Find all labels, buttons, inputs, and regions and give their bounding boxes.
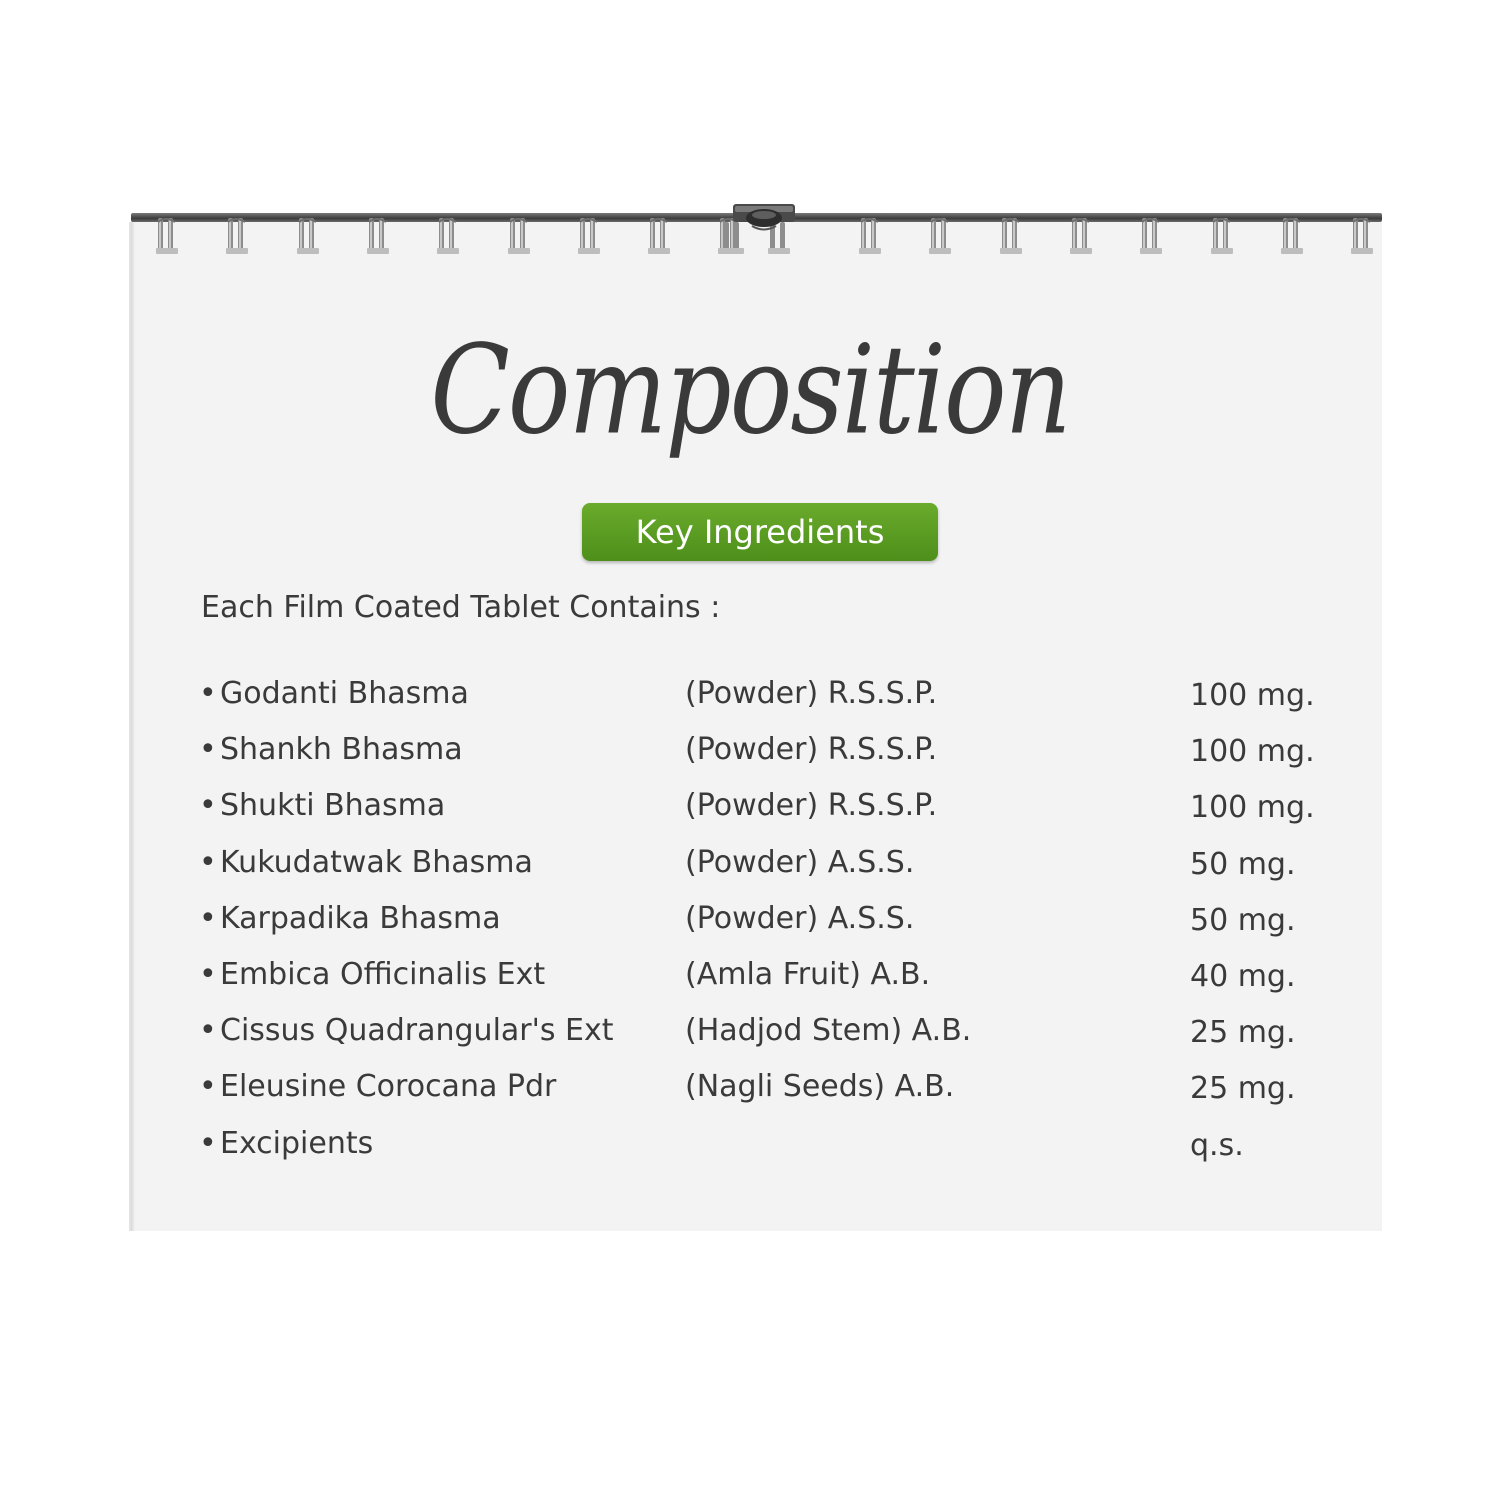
ingredient-row	[199, 1126, 1359, 1182]
ingredient-name: Eleusine Corocana Pdr	[220, 1069, 557, 1105]
ingredient-name: Godanti Bhasma	[220, 676, 469, 711]
ingredient-dose: 100 mg.	[1190, 734, 1315, 770]
binding-coil-icon	[1070, 214, 1092, 258]
ingredient-source: (Nagli Seeds) A.B.	[685, 1069, 955, 1105]
binding-coil-icon	[1281, 214, 1303, 258]
ingredient-list	[199, 676, 1359, 1182]
ingredient-row	[199, 1013, 1359, 1069]
ingredient-dose: 100 mg.	[1190, 790, 1315, 826]
ingredient-row	[199, 901, 1359, 957]
ingredient-source: (Powder) R.S.S.P.	[685, 732, 938, 768]
ingredient-dose: 25 mg.	[1190, 1015, 1296, 1051]
ingredient-name: Kukudatwak Bhasma	[220, 844, 533, 880]
binding-coil-icon	[226, 214, 248, 258]
ingredient-source: (Amla Fruit) A.B.	[685, 956, 931, 992]
ingredient-source: (Powder) A.S.S.	[685, 844, 915, 880]
binding-coil-icon	[1000, 214, 1022, 258]
ingredient-name: Embica Officinalis Ext	[220, 956, 546, 992]
ingredient-row	[199, 732, 1359, 788]
binding-coil-icon	[367, 214, 389, 258]
ingredient-name: Shankh Bhasma	[220, 732, 463, 768]
bullet-icon: •	[199, 788, 217, 824]
bullet-icon: •	[199, 1069, 217, 1105]
bullet-icon: •	[199, 676, 217, 711]
ingredient-row	[199, 676, 1359, 732]
bullet-icon: •	[199, 1125, 217, 1161]
binding-coil-icon	[1211, 214, 1233, 258]
binding-coil-icon	[648, 214, 670, 258]
ingredient-row	[199, 1069, 1359, 1125]
binding-coil-icon	[859, 214, 881, 258]
ingredient-dose: 40 mg.	[1190, 958, 1296, 994]
binding-coil-icon	[297, 214, 319, 258]
ingredient-dose: 50 mg.	[1190, 902, 1296, 938]
binding-coil-icon	[929, 214, 951, 258]
ingredient-row	[199, 845, 1359, 901]
binding-coil-icon	[578, 214, 600, 258]
bullet-icon: •	[199, 1013, 217, 1049]
bullet-icon: •	[199, 732, 217, 768]
ingredient-dose: 25 mg.	[1190, 1071, 1296, 1107]
binding-coil-icon	[156, 214, 178, 258]
ingredient-row	[199, 788, 1359, 844]
ingredient-row	[199, 957, 1359, 1013]
bullet-icon: •	[199, 956, 217, 992]
binding-coil-icon	[437, 214, 459, 258]
ingredient-dose: 50 mg.	[1190, 846, 1296, 882]
bullet-icon: •	[199, 900, 217, 936]
ingredient-name: Karpadika Bhasma	[220, 900, 501, 936]
ingredient-source: (Powder) R.S.S.P.	[685, 676, 938, 711]
hanger-clip-icon	[732, 200, 796, 234]
ingredient-source: (Powder) A.S.S.	[685, 900, 915, 936]
ingredient-dose: q.s.	[1190, 1127, 1244, 1163]
binding-coil-icon	[1140, 214, 1162, 258]
binding-coil-icon	[1351, 214, 1373, 258]
ingredient-dose: 100 mg.	[1190, 678, 1315, 713]
ingredient-source: (Hadjod Stem) A.B.	[685, 1013, 972, 1049]
ingredient-name: Shukti Bhasma	[220, 788, 446, 824]
page-title: Composition	[430, 318, 1070, 462]
key-ingredients-badge: Key Ingredients	[582, 503, 938, 561]
ingredient-name: Cissus Quadrangular's Ext	[220, 1013, 614, 1049]
ingredient-name: Excipients	[220, 1125, 374, 1161]
composition-intro: Each Film Coated Tablet Contains :	[201, 590, 721, 625]
binding-coil-icon	[508, 214, 530, 258]
bullet-icon: •	[199, 844, 217, 880]
ingredient-source: (Powder) R.S.S.P.	[685, 788, 938, 824]
